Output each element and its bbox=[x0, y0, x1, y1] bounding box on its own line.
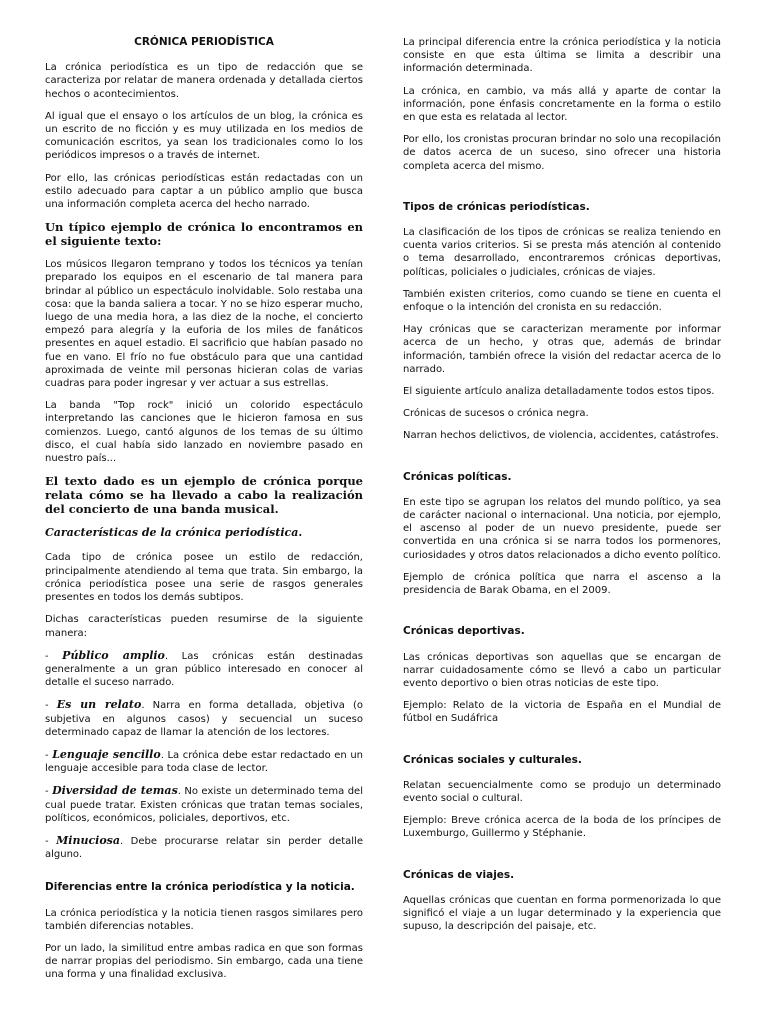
paragraph: La crónica periodística y la noticia tienen rasgos similares pero también diferencias notables. bbox=[45, 907, 363, 932]
bullet-dash: - bbox=[45, 749, 53, 761]
types-heading: Tipos de crónicas periodísticas. bbox=[403, 200, 590, 213]
bullet-dash: - bbox=[45, 786, 53, 798]
example-conclusion-heading: El texto dado es un ejemplo de crónica porque relata cómo se ha llevado a cabo la realización del concierto de una banda musical. bbox=[45, 474, 363, 517]
paragraph: Ejemplo: Breve crónica acerca de la boda de los príncipes de Luxemburgo, Guillermo y Stéphanie. bbox=[403, 815, 721, 840]
political-heading: Crónicas políticas. bbox=[403, 470, 512, 483]
bullet-item bbox=[45, 748, 363, 775]
paragraph: Por ello, los cronistas procuran brindar no solo una recopilación de datos acerca de un suceso, sino ofrecer una historia completa acerca del mismo. bbox=[403, 134, 721, 172]
paragraph: Hay crónicas que se caracterizan meramente por informar acerca de un hecho, y otras que, además de brindar información, también ofrece la visión del redactar acerca de lo narrado. bbox=[403, 324, 721, 375]
sports-heading: Crónicas deportivas. bbox=[403, 625, 525, 638]
bullet-item bbox=[45, 698, 363, 739]
bullet-term: Diversidad de temas bbox=[52, 784, 178, 798]
bullet-term: Minuciosa bbox=[56, 833, 120, 847]
intro-paragraph: La crónica periodística es un tipo de redacción que se caracteriza por relatar de manera ordenada y detallada ciertos hechos o acontecimientos. bbox=[45, 62, 363, 100]
social-heading: Crónicas sociales y culturales. bbox=[403, 753, 582, 766]
paragraph: Por un lado, la similitud entre ambas radica en que son formas de narrar propias del periodismo. Sin embargo, cada una tiene una forma y una finalidad exclusiva. bbox=[45, 942, 363, 981]
travel-heading: Crónicas de viajes. bbox=[403, 868, 515, 881]
bullet-text: . La crónica debe estar redactado en un lenguaje accesible para toda clase de lector. bbox=[45, 749, 364, 775]
bullet-item bbox=[45, 784, 363, 825]
bullet-dash: - bbox=[45, 700, 57, 712]
bullet-text: . No existe un determinado tema del cual puede tratar. Existen crónicas que tratan temas sociales, políticos, económicos, policiales, deportivos, etc. bbox=[45, 786, 363, 824]
paragraph: Al igual que el ensayo o los artículos de un blog, la crónica es un escrito de no ficción y es muy utilizada en los medios de comunicación escritos, ya sean los tradicionales como lo los periódicos impresos o a través de internet. bbox=[45, 110, 363, 162]
example-heading: Un típico ejemplo de crónica lo encontramos en el siguiente texto: bbox=[45, 220, 363, 249]
left-column bbox=[45, 36, 363, 1024]
differences-heading: Diferencias entre la crónica periodística y la noticia. bbox=[45, 881, 355, 894]
bullet-text: . Debe procurarse relatar sin perder detalle alguno. bbox=[45, 835, 363, 861]
paragraph: La crónica, en cambio, va más allá y aparte de contar la información, pone énfasis concretamente en la forma o estilo en que esta es relatada al lector. bbox=[403, 85, 721, 124]
paragraph: Ejemplo: Relato de la victoria de España en el Mundial de fútbol en Sudáfrica bbox=[403, 700, 721, 725]
characteristics-heading: Características de la crónica periodística. bbox=[45, 526, 303, 540]
paragraph: Narran hechos delictivos, de violencia, accidentes, catástrofes. bbox=[403, 430, 719, 442]
paragraph: Crónicas de sucesos o crónica negra. bbox=[403, 408, 589, 420]
bullet-term: Lenguaje sencillo bbox=[52, 747, 161, 761]
paragraph: También existen criterios, como cuando se tiene en cuenta el enfoque o la intención del cronista en su redacción. bbox=[403, 288, 721, 314]
paragraph: Por ello, las crónicas periodísticas están redactadas con un estilo adecuado para captar a un público amplio que busca una información completa acerca del hecho narrado. bbox=[45, 172, 363, 211]
paragraph: Relatan secuencialmente como se produjo un determinado evento social o cultural. bbox=[403, 779, 721, 804]
bullet-dash: - bbox=[45, 650, 63, 662]
bullet-text: . Las crónicas están destinadas generalmente a un gran público interesado en conocer al detalle el suceso narrado. bbox=[45, 650, 363, 689]
paragraph: Dichas características pueden resumirse de la siguiente manera: bbox=[45, 614, 363, 639]
right-column bbox=[403, 36, 721, 1024]
bullet-term: Público amplio bbox=[62, 648, 165, 662]
paragraph: El siguiente artículo analiza detalladamente todos estos tipos. bbox=[403, 386, 715, 398]
bullet-term: Es un relato bbox=[56, 698, 142, 712]
example-paragraph: La banda "Top rock" inició un colorido espectáculo interpretando las canciones que le hicieron famosa en sus comienzos. Luego, cantó algunos de los temas de su último disco, el cual había sido lanzado en noviembre pasado en nuestro país... bbox=[45, 400, 363, 465]
paragraph: Aquellas crónicas que cuentan en forma pormenorizada lo que significó el viaje a un lugar determinado y la experiencia que supuso, la descripción del paisaje, etc. bbox=[403, 894, 721, 933]
bullet-dash: - bbox=[45, 835, 57, 847]
paragraph: En este tipo se agrupan los relatos del mundo político, ya sea de carácter nacional o internacional. Una noticia, por ejemplo, el ascenso al poder de un nuevo presidente, puede ser convertida en una crónica si se narra todos los pormenores, curiosidades y otros datos relacionados a dicho evento político. bbox=[403, 496, 721, 561]
paragraph: La clasificación de los tipos de crónicas se realiza teniendo en cuenta varios criterios. Si se presta más atención al contenido o tema desarrollado, encontraremos crónicas deportivas, políticas, policiales o judiciales, crónicas de viajes. bbox=[403, 227, 721, 278]
example-paragraph: Los músicos llegaron temprano y todos los técnicos ya tenían preparado los equipos en el escenario de tal manera para brindar al público un espectáculo inolvidable. Solo restaba una cosa: que la banda saliera a tocar. Y no se hizo esperar mucho, luego de una media hora, a las diez de la noche, el concierto empezó para alegría y la euforia de los miles de fanáticos presentes en aquel estadio. El sacrificio que habían pasado no fue en vano. El frío no fue obstáculo para que una cantidad aproximada de veinte mil personas hicieran colas de varias cuadras para poder ingresar y ver actuar a sus estrellas. bbox=[45, 259, 363, 390]
bullet-text: . Narra en forma detallada, objetiva (o subjetiva en algunos casos) y secuencial un suceso determinado capaz de llamar la atención de los lectores. bbox=[45, 700, 363, 738]
bullet-item bbox=[45, 649, 363, 690]
paragraph: Las crónicas deportivas son aquellas que se encargan de narrar cuidadosamente cómo se llevó a cabo un particular evento deportivo o bien otras noticias de este tipo. bbox=[403, 651, 721, 689]
bullet-item bbox=[45, 834, 363, 861]
paragraph: Cada tipo de crónica posee un estilo de redacción, principalmente atendiendo al tema que trata. Sin embargo, la crónica periodística posee una serie de rasgos generales presentes en todos los demás subtipos. bbox=[45, 552, 363, 604]
paragraph: La principal diferencia entre la crónica periodística y la noticia consiste en que esta última se limita a describir una información determinada. bbox=[403, 37, 721, 75]
paragraph: Ejemplo de crónica política que narra el ascenso a la presidencia de Barak Obama, en el 2009. bbox=[403, 571, 721, 597]
document-title: CRÓNICA PERIODÍSTICA bbox=[134, 36, 274, 48]
